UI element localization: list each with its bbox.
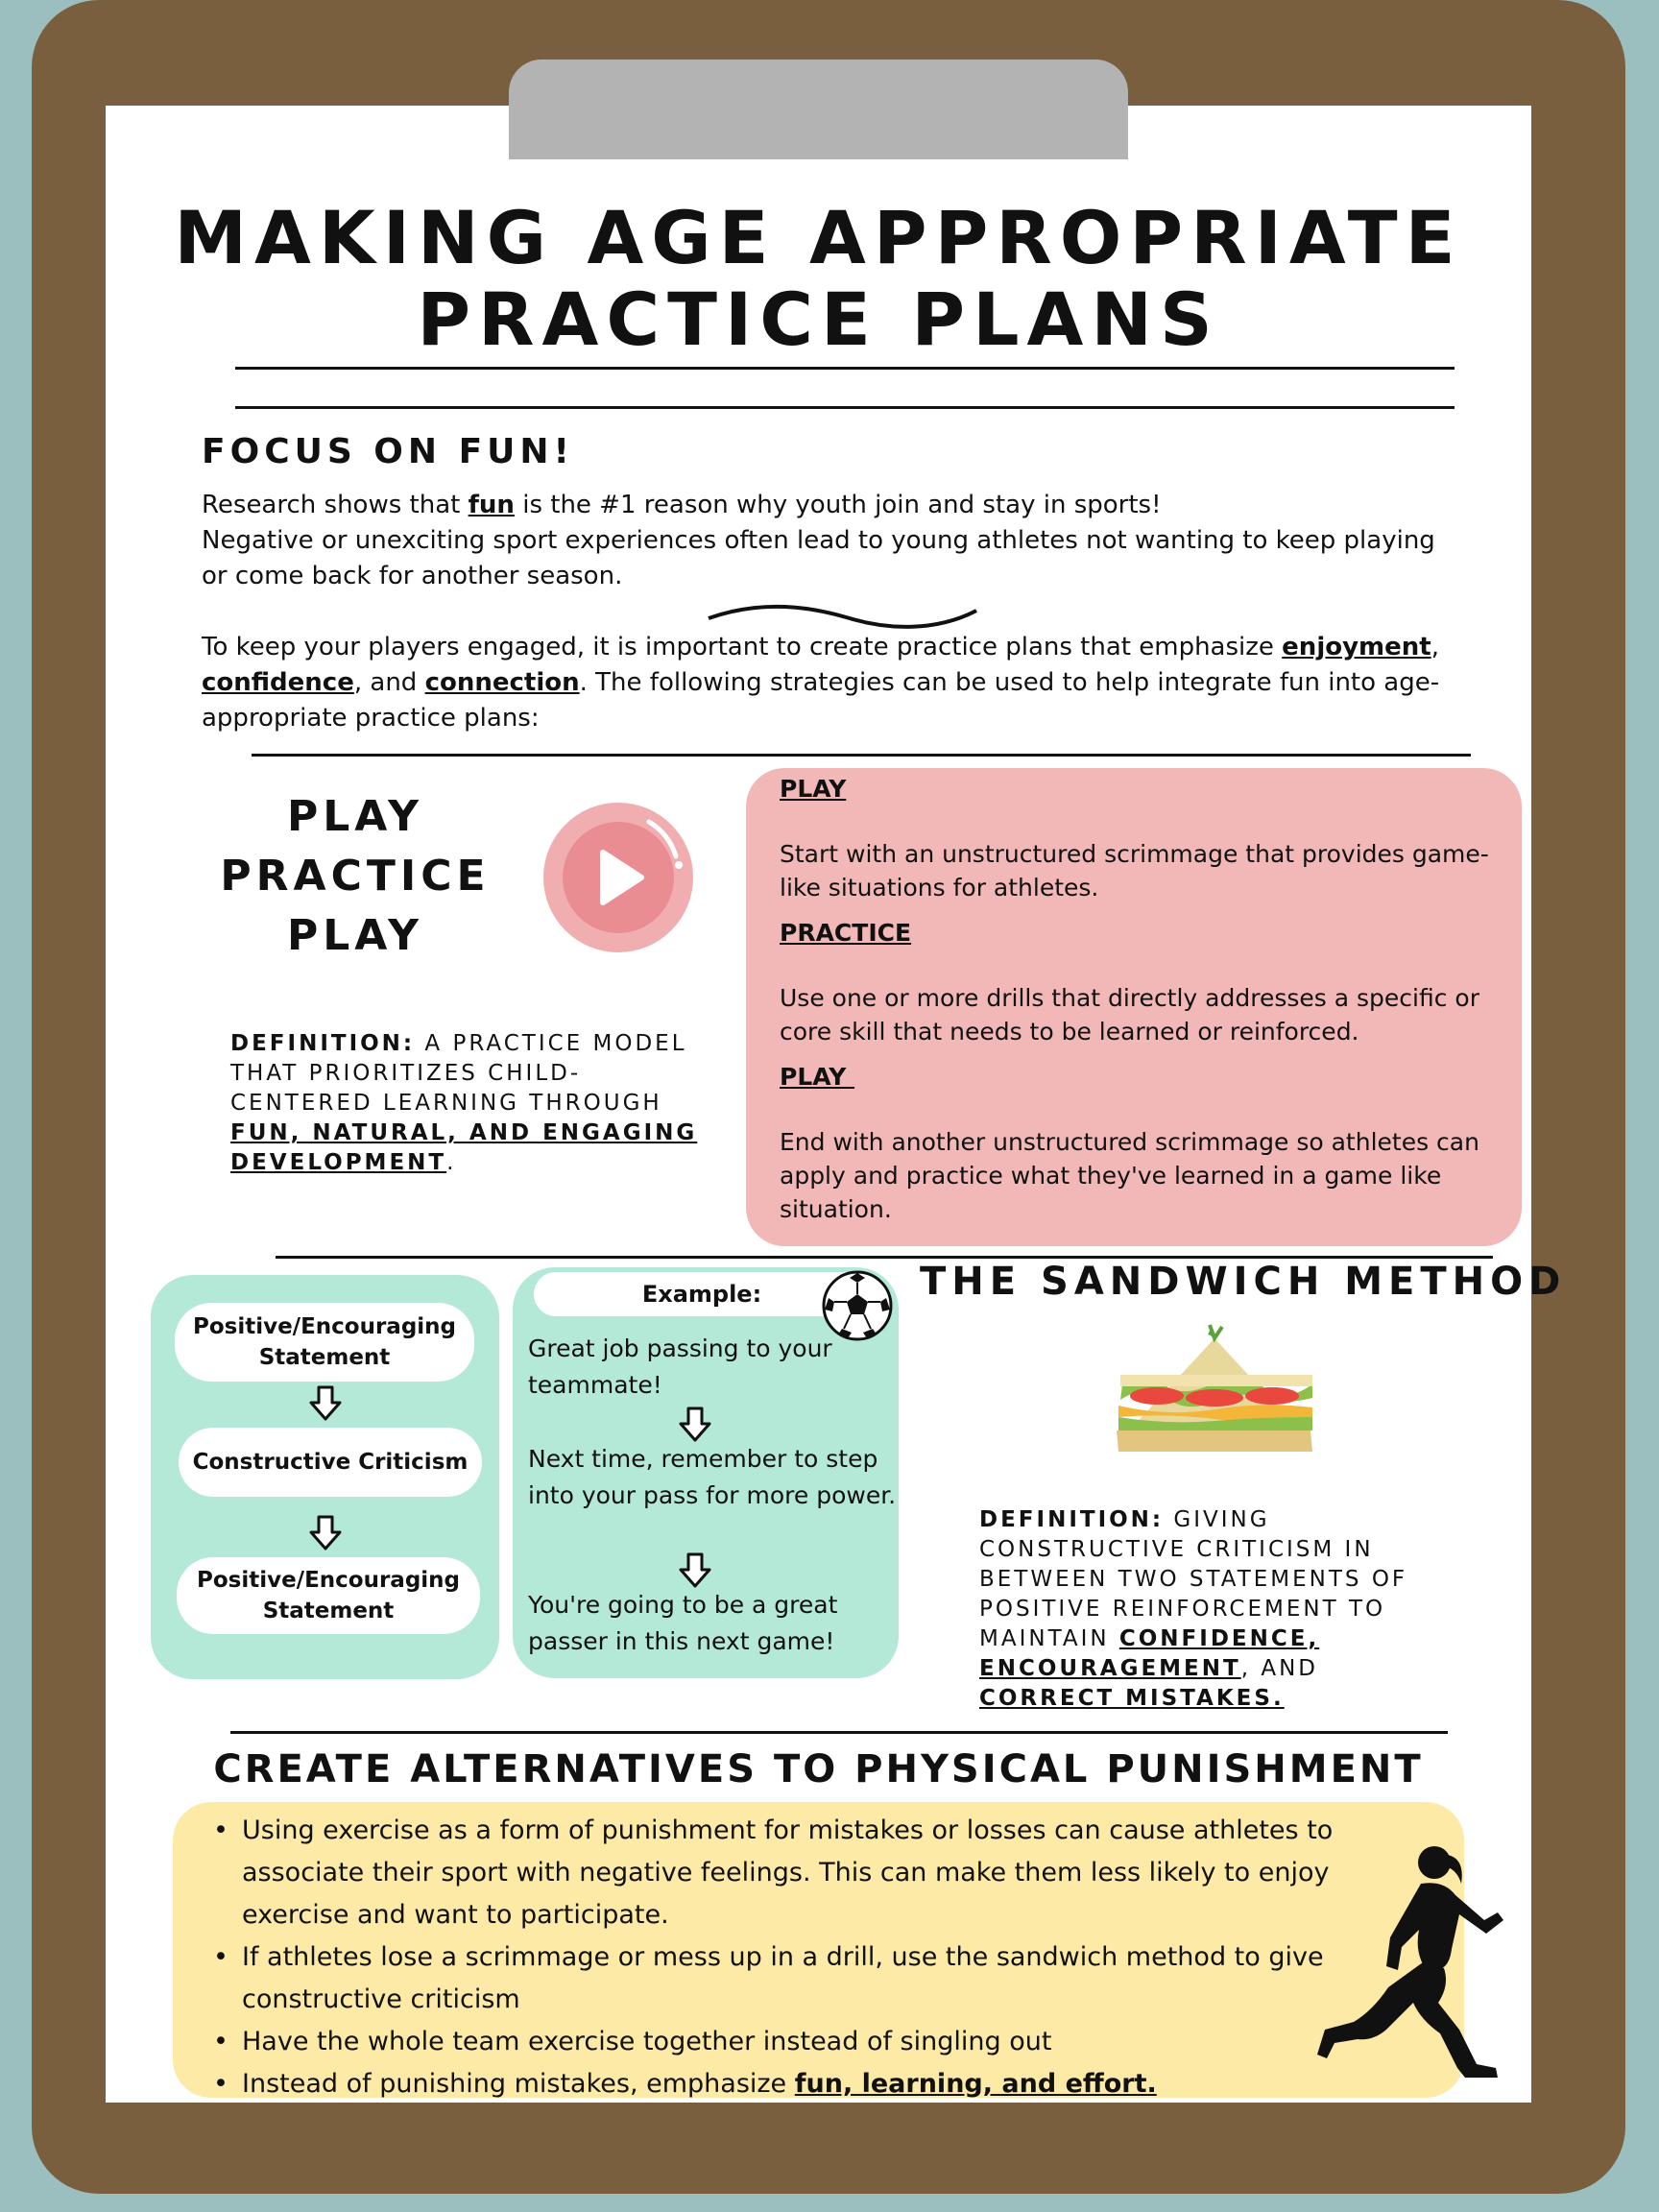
- step-positive-1: Positive/Encouraging Statement: [175, 1303, 474, 1382]
- down-arrow-icon: [309, 1515, 342, 1551]
- step-positive-2: Positive/Encouraging Statement: [177, 1557, 480, 1634]
- step-criticism: Constructive Criticism: [179, 1428, 482, 1497]
- emphasis-fun-learning-effort: fun, learning, and effort.: [794, 2069, 1157, 2099]
- ppp-heading: [211, 787, 499, 966]
- definition-label: DEFINITION:: [979, 1507, 1165, 1532]
- wavy-divider-icon: [706, 603, 979, 632]
- text: ,: [1431, 633, 1439, 661]
- divider: [235, 367, 1455, 370]
- ppp-line: PRACTICE: [220, 852, 491, 901]
- step-text: End with another unstructured scrimmage so athletes can apply and practice what they've learned in a game like situation.: [780, 1128, 1479, 1223]
- down-arrow-icon: [679, 1552, 711, 1589]
- list-item: • Have the whole team exercise together instead of singling out: [213, 2021, 1442, 2063]
- text: Instead of punishing mistakes, emphasize: [242, 2069, 795, 2099]
- page-title-line1: MAKING AGE APPROPRIATE: [174, 195, 1463, 280]
- example-text-2: Next time, remember to step into your pass for more power.: [528, 1445, 897, 1509]
- step-text: Start with an unstructured scrimmage that provides game-like situations for athletes.: [780, 840, 1489, 902]
- divider: [276, 1256, 1493, 1259]
- clipboard-clip-notch: [758, 0, 881, 58]
- text: A PRACTICE MODEL THAT PRIORITIZES CHILD-CENTERED LEARNING THROUGH: [230, 1031, 687, 1116]
- list-item: [213, 2063, 1442, 2105]
- text: Research shows that: [202, 491, 469, 519]
- divider: [252, 754, 1471, 757]
- ppp-steps: [780, 774, 1509, 1226]
- example-text-3: You're going to be a great passer in this next game!: [528, 1591, 838, 1655]
- focus-paragraph-2: [202, 630, 1450, 736]
- divider: [235, 406, 1455, 409]
- text: . The following strategies can be used to help integrate fun into age-appropriate practice plans:: [202, 668, 1440, 733]
- clipboard-clip: [509, 60, 1128, 159]
- text: Negative or unexciting sport experiences often lead to young athletes not wanting to keep playing or come back for another season.: [202, 526, 1435, 590]
- step-label: PLAY: [780, 1063, 855, 1091]
- alternatives-heading: CREATE ALTERNATIVES TO PHYSICAL PUNISHMENT: [213, 1747, 1424, 1791]
- definition-label: DEFINITION:: [230, 1031, 416, 1056]
- text: , AND: [1240, 1656, 1318, 1681]
- text: is the #1 reason why youth join and stay in sports!: [514, 491, 1162, 519]
- sandwich-definition: [979, 1505, 1459, 1714]
- focus-heading: FOCUS ON FUN!: [202, 432, 574, 471]
- focus-paragraph-1: [202, 488, 1450, 594]
- sandwich-heading: THE SANDWICH METHOD: [920, 1260, 1567, 1304]
- emphasis-connection: connection: [424, 668, 580, 697]
- emphasis-enjoyment: enjoyment: [1282, 633, 1431, 661]
- page-title-line2: PRACTICE PLANS: [417, 276, 1220, 362]
- example-text-1: Great job passing to your teammate!: [528, 1334, 832, 1399]
- text: GIVING CONSTRUCTIVE CRITICISM IN BETWEEN TWO STATEMENTS OF POSITIVE REINFORCEMENT TO MAINTAIN: [979, 1507, 1408, 1651]
- ppp-line: PLAY: [287, 792, 423, 841]
- step-text: Use one or more drills that directly addresses a specific or core skill that needs to be learned or reinforced.: [780, 984, 1479, 1046]
- play-button-icon: [541, 801, 695, 954]
- text: To keep your players engaged, it is important to create practice plans that emphasize: [202, 633, 1283, 661]
- example-label: Example:: [534, 1272, 870, 1316]
- definition-emphasis: CORRECT MISTAKES.: [979, 1686, 1285, 1711]
- divider: [230, 1731, 1448, 1734]
- runner-silhouette-icon: [1315, 1841, 1528, 2093]
- sandwich-icon: [1109, 1317, 1322, 1461]
- list-item: • If athletes lose a scrimmage or mess up in a drill, use the sandwich method to give constructive criticism: [213, 1936, 1394, 2021]
- ppp-definition: [230, 1029, 720, 1178]
- ppp-line: PLAY: [287, 911, 423, 960]
- definition-emphasis: CONFIDENCE, ENCOURAGEMENT: [979, 1626, 1320, 1681]
- step-label: PLAY: [780, 775, 847, 803]
- alternatives-list: [213, 1810, 1442, 2105]
- emphasis-fun: fun: [468, 491, 515, 519]
- emphasis-confidence: confidence: [202, 668, 354, 697]
- text: , and: [353, 668, 425, 697]
- down-arrow-icon: [309, 1385, 342, 1422]
- step-label: PRACTICE: [780, 919, 912, 947]
- definition-emphasis: FUN, NATURAL, AND ENGAGING DEVELOPMENT: [230, 1120, 698, 1175]
- down-arrow-icon: [679, 1407, 711, 1443]
- list-item: • Using exercise as a form of punishment for mistakes or losses can cause athletes to associate their sport with negative feelings. This can make them less likely to enjoy exercise and want to participate.: [213, 1810, 1432, 1936]
- text: .: [446, 1150, 457, 1175]
